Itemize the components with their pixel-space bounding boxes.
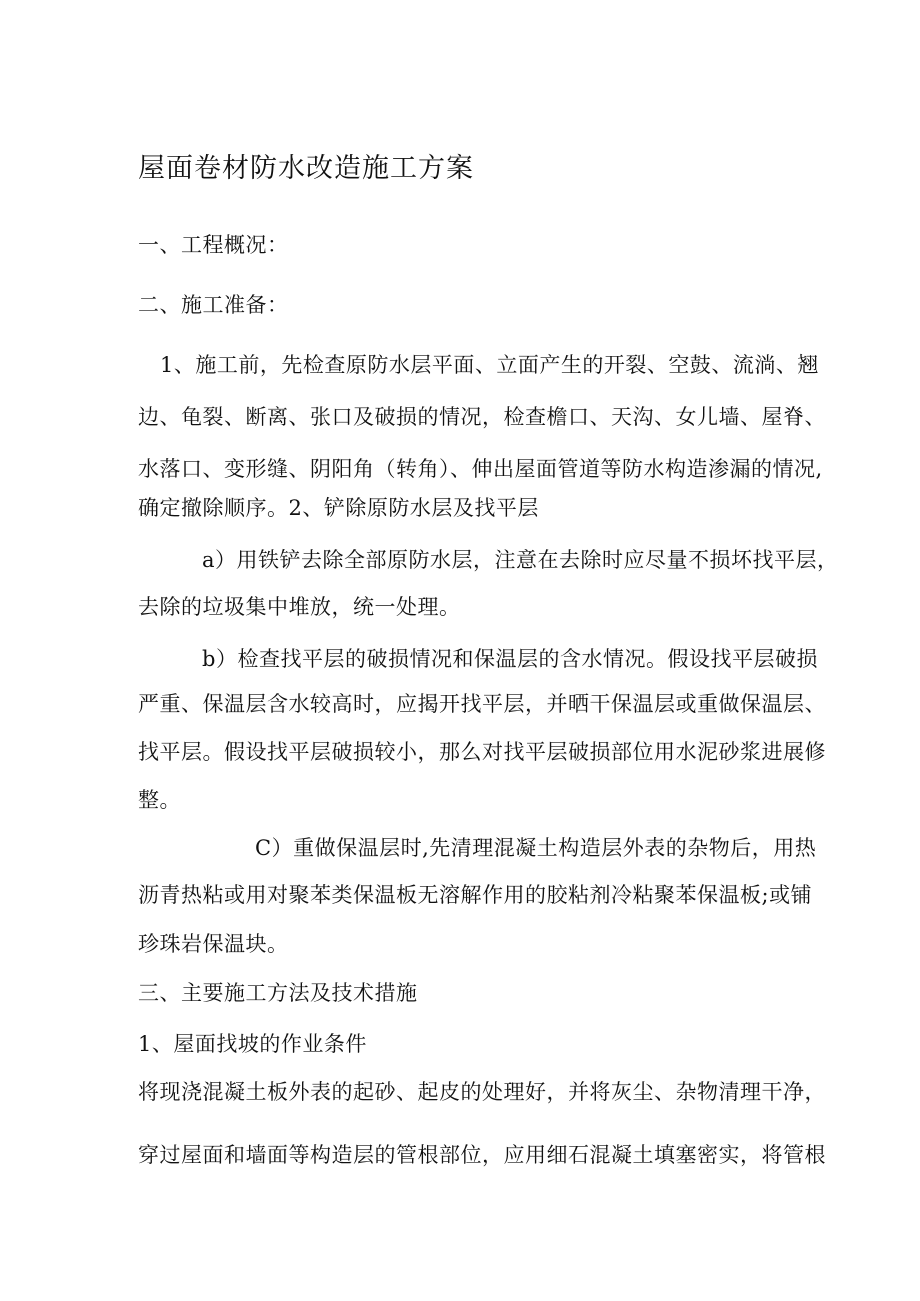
document-title: 屋面卷材防水改造施工方案 (138, 153, 474, 184)
paragraph-line: C）重做保温层时,先清理混凝土构造层外表的杂物后，用热 (255, 836, 817, 860)
paragraph-line: 将现浇混凝土板外表的起砂、起皮的处理好，并将灰尘、杂物清理干净， (138, 1080, 826, 1104)
section-heading-preparation: 二、施工准备： (138, 293, 289, 317)
paragraph-line: 严重、保温层含水较高时，应揭开找平层，并晒干保温层或重做保温层、 (138, 692, 826, 716)
paragraph-line: a）用铁铲去除全部原防水层，注意在去除时应尽量不损坏找平层， (202, 548, 839, 572)
paragraph-line: 找平层。假设找平层破损较小，那么对找平层破损部位用水泥砂浆进展修 (138, 740, 826, 764)
paragraph-line: 珍珠岩保温块。 (138, 932, 289, 956)
paragraph-line: 水落口、变形缝、阴阳角（转角）、伸出屋面管道等防水构造渗漏的情况, (138, 457, 823, 481)
paragraph-line: 确定撤除顺序。2、铲除原防水层及找平层 (138, 496, 539, 520)
section-heading-methods: 三、主要施工方法及技术措施 (138, 981, 418, 1005)
paragraph-line: 1、施工前，先检查原防水层平面、立面产生的开裂、空鼓、流淌、翘 (160, 353, 819, 377)
paragraph-line: 穿过屋面和墙面等构造层的管根部位，应用细石混凝土填塞密实，将管根 (138, 1143, 826, 1167)
subsection-heading-slope: 1、屋面找坡的作业条件 (138, 1032, 367, 1056)
paragraph-line: 去除的垃圾集中堆放，统一处理。 (138, 595, 461, 619)
paragraph-line: b）检查找平层的破损情况和保温层的含水情况。假设找平层破损 (202, 647, 818, 671)
paragraph-line: 整。 (138, 788, 181, 812)
paragraph-line: 沥青热粘或用对聚苯类保温板无溶解作用的胶粘剂冷粘聚苯保温板;或铺 (138, 883, 813, 907)
section-heading-overview: 一、工程概况： (138, 233, 289, 257)
paragraph-line: 边、龟裂、断离、张口及破损的情况，检查檐口、天沟、女儿墙、屋脊、 (138, 405, 826, 429)
